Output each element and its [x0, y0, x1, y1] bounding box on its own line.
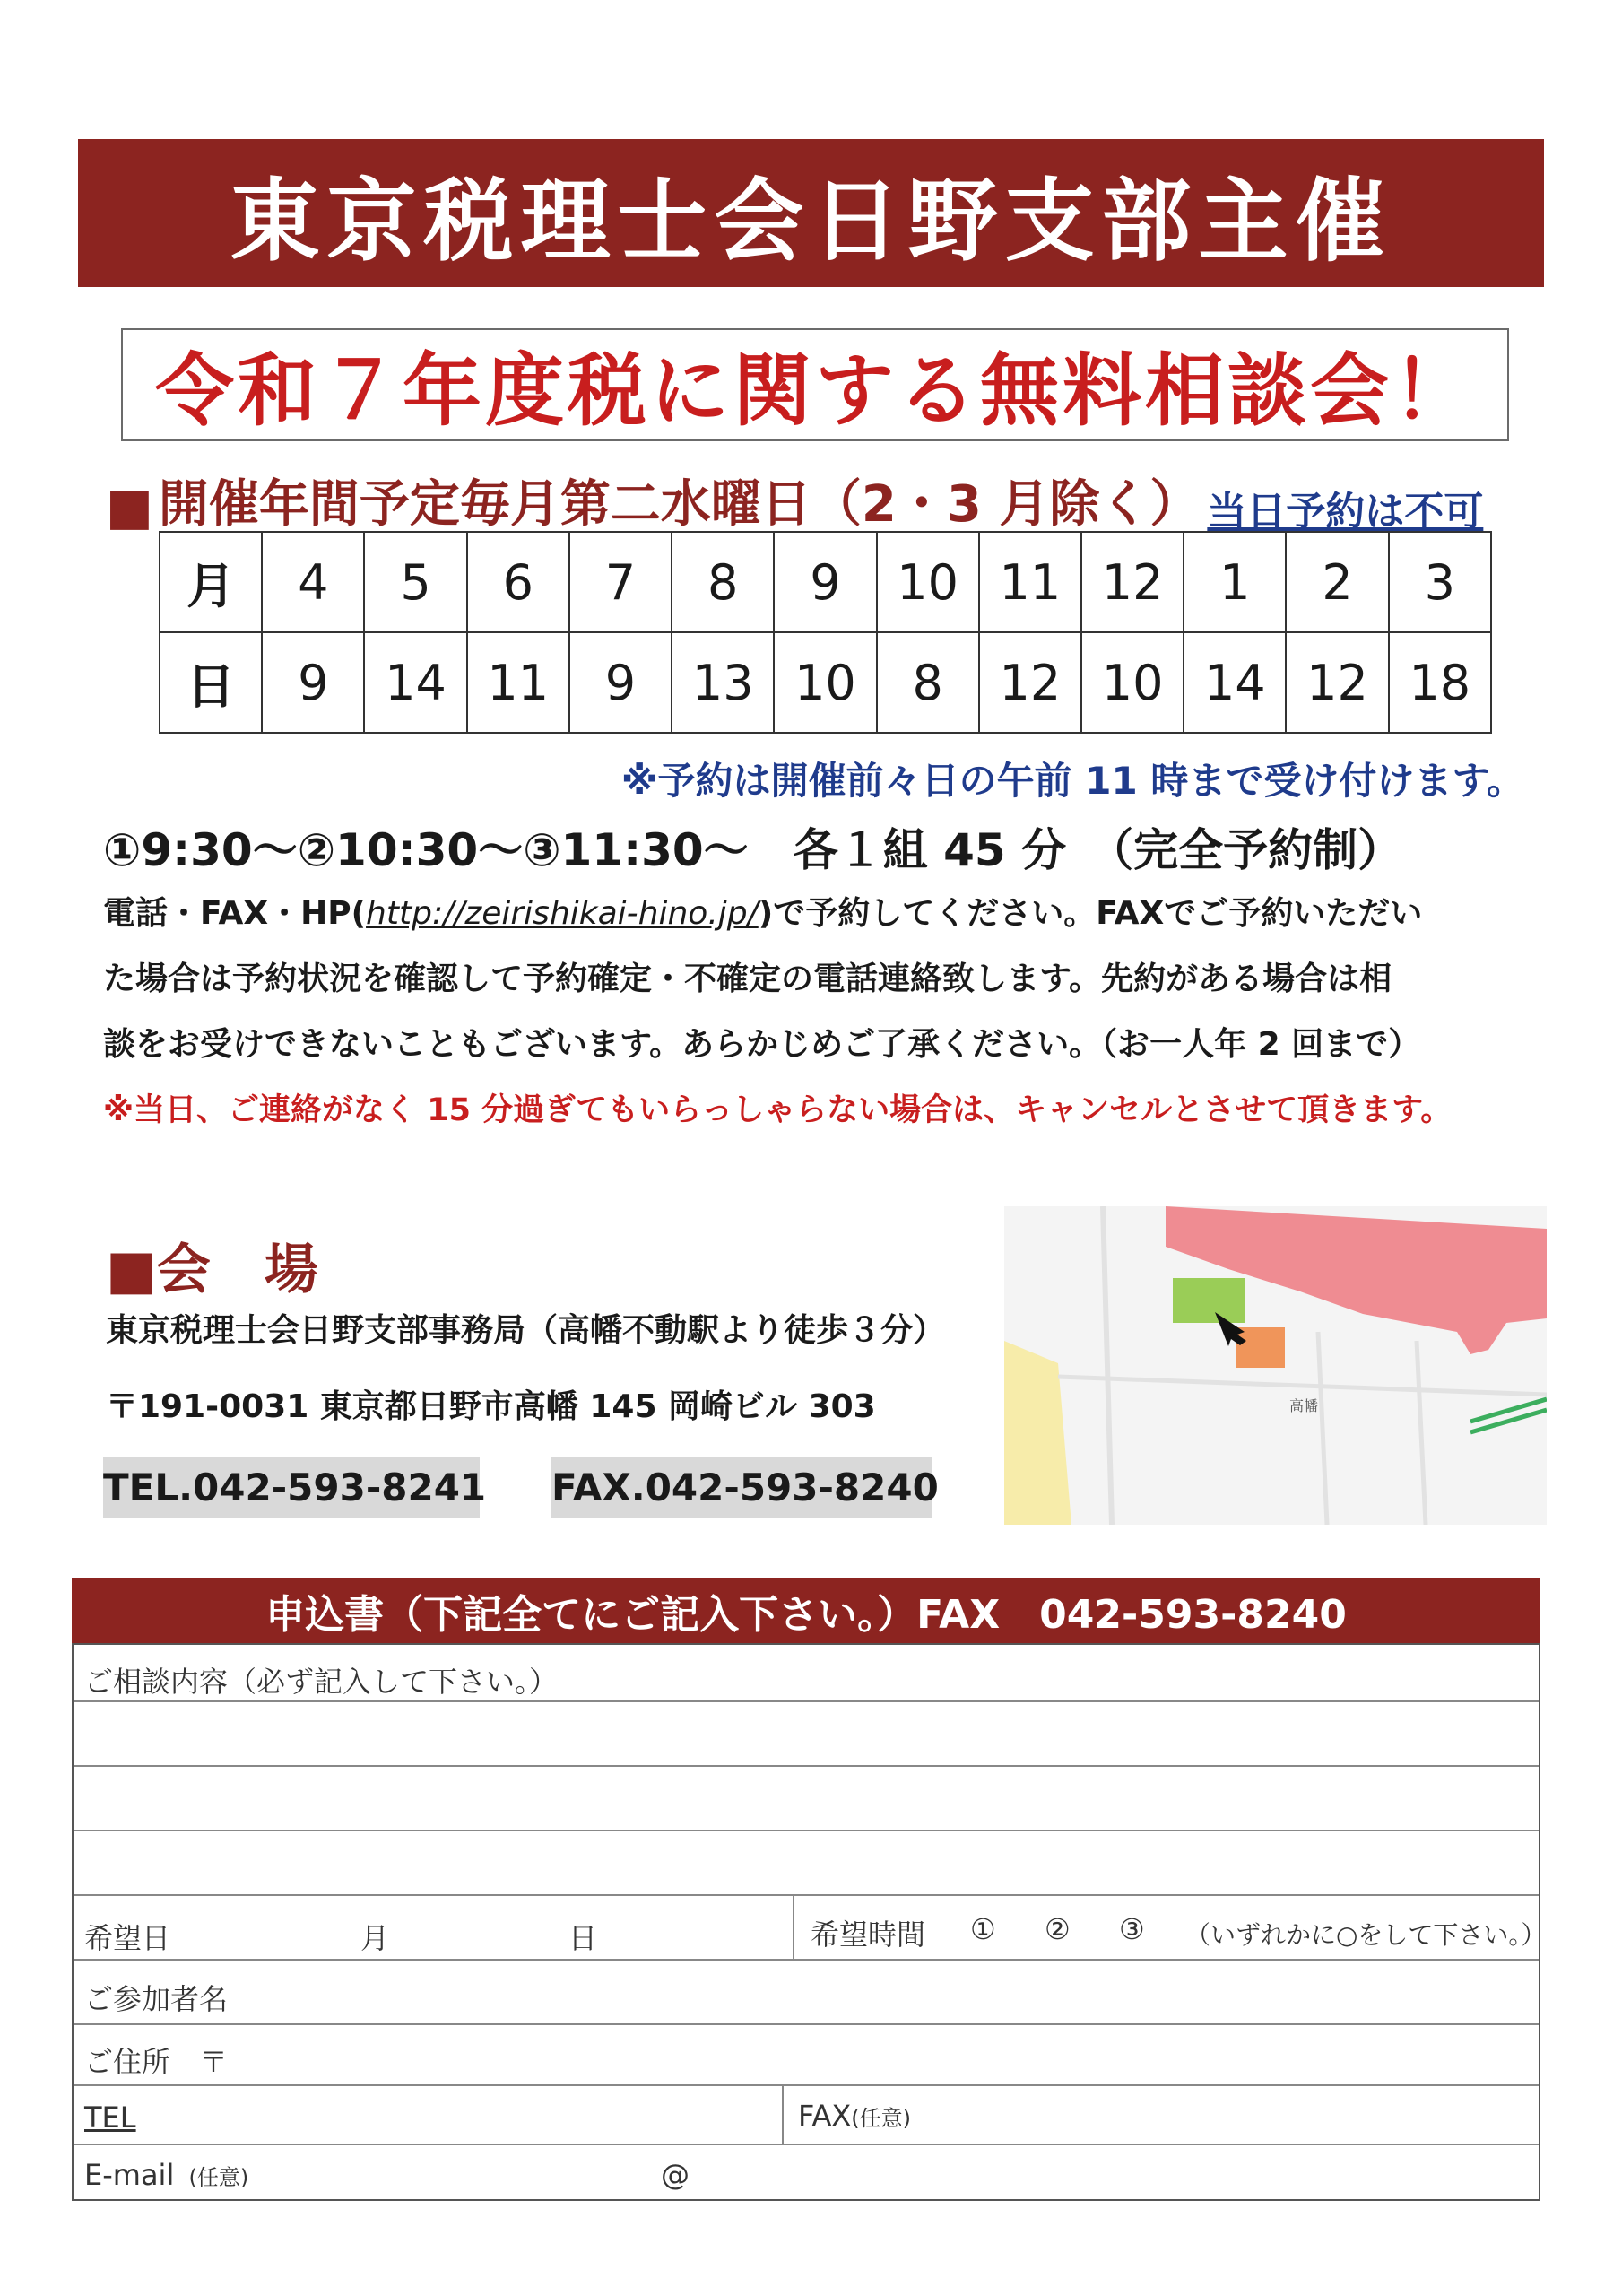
- venue-address: 〒191-0031 東京都日野市高幡 145 岡崎ビル 303: [106, 1388, 876, 1425]
- day-row-label: 日: [160, 632, 262, 733]
- date-time-row: [74, 1894, 1547, 1961]
- form-header: 申込書（下記全てにご記入下さい。）FAX 042-593-8240: [72, 1578, 1540, 1643]
- schedule-heading-note: 当日予約は不可: [1207, 489, 1484, 535]
- schedule-heading-main: 開催年間予定毎月第二水曜日（2・3 月除く）: [158, 475, 1201, 534]
- day-cell: 10: [774, 632, 876, 733]
- tel-box: [103, 1457, 487, 1518]
- time-option-3[interactable]: ③: [1119, 1912, 1145, 1946]
- time-slots: ①9:30～②10:30～③11:30～ 各１組 45 分 （完全予約制）: [103, 824, 1403, 876]
- month-cell: 4: [262, 532, 364, 632]
- fax-optional: (任意): [851, 2106, 912, 2131]
- name-row[interactable]: [74, 1959, 1539, 2025]
- reserve-note: ※予約は開催前々日の午前 11 時まで受け付けます。: [620, 759, 1524, 803]
- park-shape: [1173, 1278, 1245, 1323]
- email-row[interactable]: [74, 2144, 1539, 2203]
- month-cell: 5: [364, 532, 466, 632]
- venue-map: [1004, 1206, 1547, 1525]
- email-field[interactable]: [84, 2158, 248, 2192]
- consult-line-3[interactable]: [74, 1830, 1539, 1896]
- day-cell: 10: [1081, 632, 1184, 733]
- body-line-1-start: 電話・FAX・HP(: [103, 895, 367, 932]
- address-label: ご住所 〒: [84, 2045, 229, 2079]
- square-bullet-icon: ■: [106, 478, 153, 536]
- website-link[interactable]: http://zeirishikai-hino.jp/: [366, 895, 759, 932]
- day-cell: 11: [467, 632, 569, 733]
- street-line: [1318, 1332, 1327, 1525]
- venue-building-shape: [1236, 1327, 1285, 1368]
- cancel-note: ※当日、ご連絡がなく 15 分過ぎてもいらっしゃらない場合は、キャンセルとさせて頂きます。: [103, 1092, 1453, 1128]
- body-line-2: た場合は予約状況を確認して予約確定・不確定の電話連絡致します。先約がある場合は相: [103, 961, 1392, 997]
- month-cell: 10: [877, 532, 979, 632]
- day-cell: 12: [979, 632, 1081, 733]
- body-line-3: 談をお受けできないこともございます。あらかじめご了承ください。（お一人年 2 回まで）: [103, 1026, 1421, 1063]
- day-cell: 13: [672, 632, 774, 733]
- day-cell: 9: [569, 632, 672, 733]
- row-divider: [793, 1896, 794, 1961]
- at-mark: @: [661, 2158, 690, 2192]
- application-form: [72, 1643, 1547, 2201]
- consult-line-1[interactable]: [74, 1700, 1539, 1767]
- day-cell: 12: [1286, 632, 1388, 733]
- row-divider: [782, 2086, 784, 2145]
- page-title: 東京税理士会日野支部主催: [230, 168, 1392, 274]
- day-cell: 8: [877, 632, 979, 733]
- green-line: [1470, 1399, 1547, 1422]
- green-line: [1470, 1410, 1547, 1432]
- month-cell: 12: [1081, 532, 1184, 632]
- name-label: ご参加者名: [84, 1982, 229, 2016]
- month-cell: 2: [1286, 532, 1388, 632]
- month-cell: 11: [979, 532, 1081, 632]
- street-line: [1417, 1341, 1426, 1525]
- fax-field[interactable]: [798, 2099, 911, 2133]
- time-hint: （いずれかに○をして下さい。）: [1185, 1920, 1547, 1950]
- month-row: [160, 532, 1491, 632]
- venue-office: 東京税理士会日野支部事務局（高幡不動駅より徒歩３分）: [106, 1312, 946, 1349]
- month-cell: 8: [672, 532, 774, 632]
- address-row[interactable]: [74, 2023, 1539, 2086]
- schedule-heading: [106, 474, 1540, 536]
- time-option-1[interactable]: ①: [970, 1912, 996, 1946]
- map-graphic: [1004, 1206, 1547, 1525]
- month-row-label: 月: [160, 532, 262, 632]
- map-label: 高幡: [1289, 1397, 1319, 1414]
- fax-number: FAX.042-593-8240: [551, 1465, 939, 1509]
- month-cell: 1: [1184, 532, 1286, 632]
- month-cell: 6: [467, 532, 569, 632]
- street-line: [1058, 1377, 1547, 1395]
- day-cell: 14: [1184, 632, 1286, 733]
- day-cell: 18: [1389, 632, 1491, 733]
- tel-number: TEL.042-593-8241: [103, 1465, 487, 1509]
- month-cell: 3: [1389, 532, 1491, 632]
- tel-fax-row: [74, 2084, 1539, 2145]
- fax-box: [551, 1457, 939, 1518]
- month-field[interactable]: 月: [360, 1921, 390, 1955]
- month-cell: 9: [774, 532, 876, 632]
- schedule-table: [159, 531, 1492, 734]
- consult-label: ご相談内容（必ず記入して下さい。）: [84, 1665, 559, 1699]
- email-label: E-mail: [84, 2158, 175, 2192]
- day-row: [160, 632, 1491, 733]
- day-cell: 9: [262, 632, 364, 733]
- street-line: [1103, 1206, 1112, 1525]
- time-label: 希望時間: [811, 1918, 926, 1952]
- time-option-2[interactable]: ②: [1045, 1912, 1071, 1946]
- subtitle: 令和７年度税に関する無料相談会！: [154, 344, 1475, 437]
- body-line-1-end: )で予約してください。FAXでご予約いただい: [758, 895, 1423, 932]
- road-shape: [1004, 1341, 1071, 1525]
- email-optional: (任意): [188, 2165, 249, 2190]
- date-label: 希望日: [84, 1921, 171, 1955]
- body-line-1: [103, 888, 1538, 945]
- fax-label: FAX: [798, 2099, 852, 2133]
- venue-heading: ■会 場: [106, 1239, 318, 1301]
- day-cell: 14: [364, 632, 466, 733]
- month-cell: 7: [569, 532, 672, 632]
- subtitle-box: [121, 328, 1509, 441]
- day-field[interactable]: 日: [568, 1921, 598, 1955]
- consult-line-2[interactable]: [74, 1765, 1539, 1831]
- tel-label[interactable]: TEL: [84, 2100, 136, 2135]
- header-banner: [78, 139, 1544, 287]
